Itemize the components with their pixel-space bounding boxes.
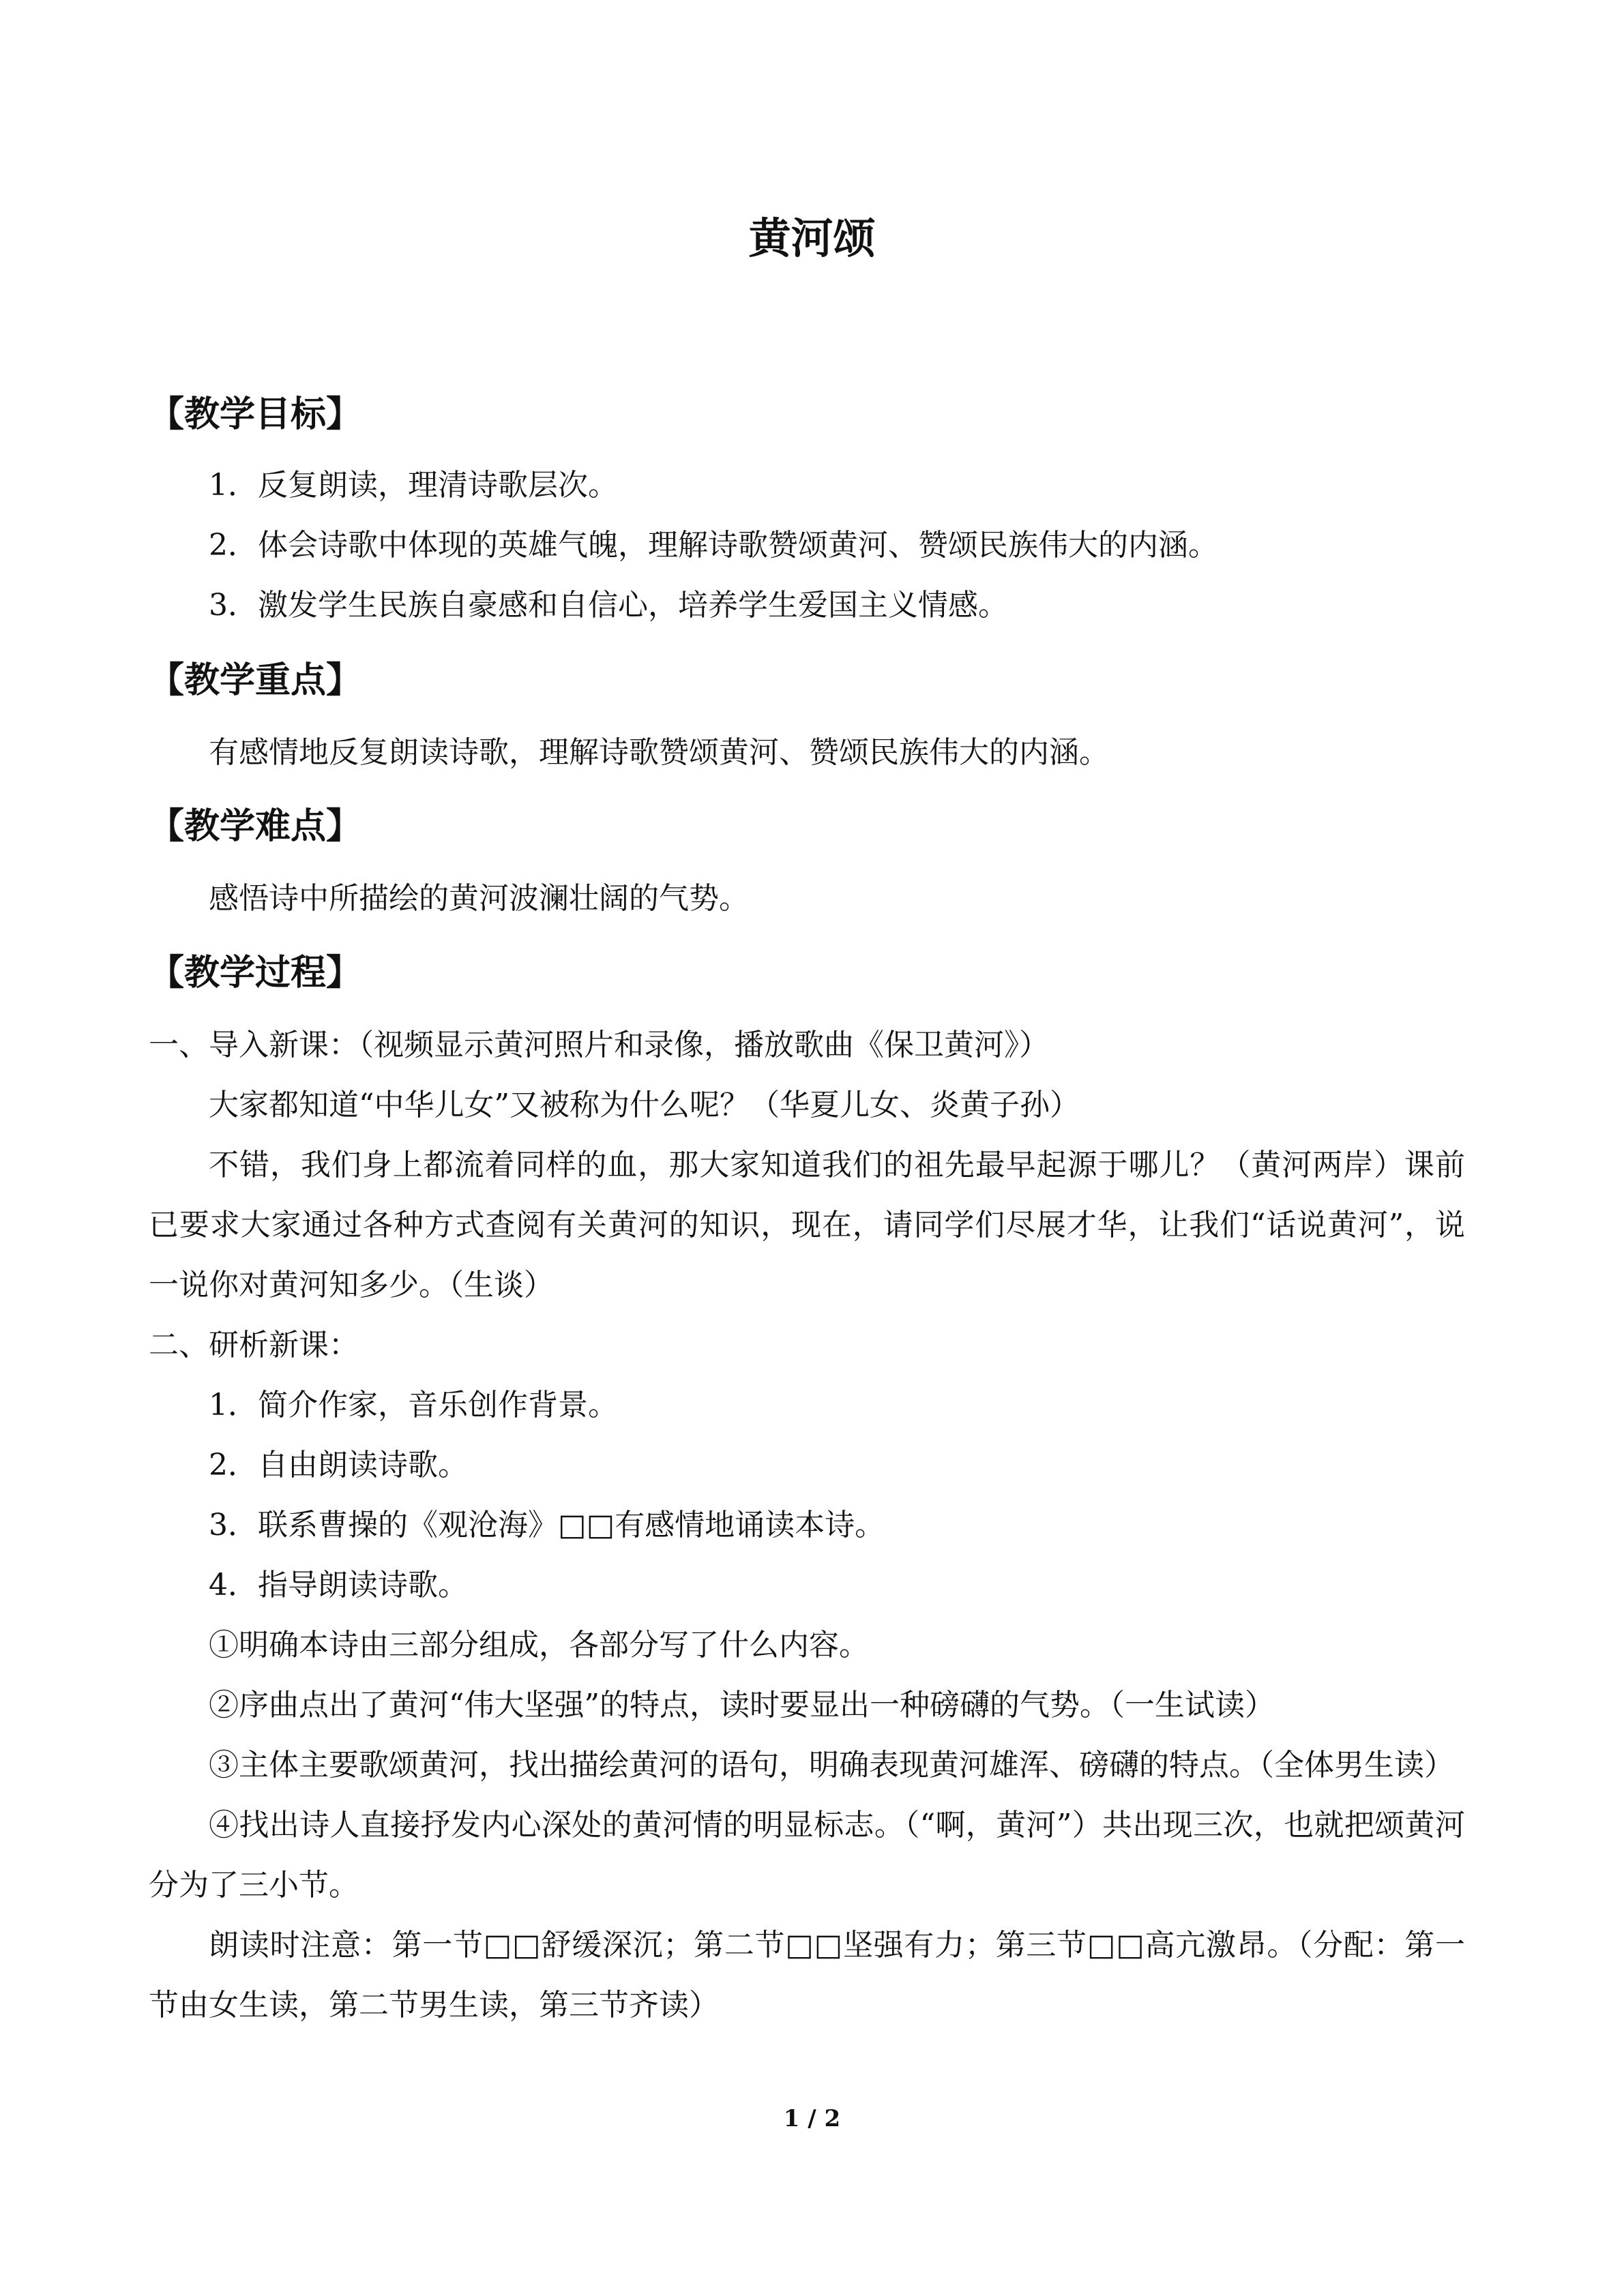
objective-item-3: 3．激发学生民族自豪感和自信心，培养学生爱国主义情感。 — [209, 588, 1008, 623]
difficulties-heading: 【教学难点】 — [149, 805, 362, 847]
section-2-step-2: 2．自由朗读诗歌。 — [209, 1448, 468, 1482]
key-points-section — [149, 653, 1465, 783]
page-number: 1 / 2 — [783, 2105, 841, 2132]
section-1-paragraph-1: 大家都知道“中华儿女”又被称为什么呢？（华夏儿女、炎黄子孙） — [209, 1088, 1080, 1122]
objectives-heading: 【教学目标】 — [149, 393, 362, 435]
key-points-text: 有感情地反复朗读诗歌，理解诗歌赞颂黄河、赞颂民族伟大的内涵。 — [209, 735, 1109, 770]
section-2-step-4: 4．指导朗读诗歌。 — [209, 1568, 468, 1602]
document-title: 黄河颂 — [748, 213, 876, 263]
difficulties-text: 感悟诗中所描绘的黄河波澜壮阔的气势。 — [209, 881, 749, 916]
section-2-step-1: 1．简介作家，音乐创作背景。 — [209, 1388, 618, 1422]
process-heading: 【教学过程】 — [149, 952, 362, 994]
section-2-sub-4: ④找出诗人直接抒发内心深处的黄河情的明显标志。（“啊，黄河”）共出现三次，也就把颂黄河分为了三小节。 — [149, 1808, 1465, 1903]
section-2-title: 二、研析新课： — [149, 1328, 359, 1362]
objective-item-2: 2．体会诗歌中体现的英雄气魄，理解诗歌赞颂黄河、赞颂民族伟大的内涵。 — [209, 528, 1218, 563]
key-points-heading: 【教学重点】 — [149, 659, 362, 701]
section-2-sub-1: ①明确本诗由三部分组成，各部分写了什么内容。 — [209, 1628, 869, 1663]
objective-item-1: 1．反复朗读，理清诗歌层次。 — [209, 468, 618, 503]
section-2-step-3: 3．联系曹操的《观沧海》□□有感情地诵读本诗。 — [209, 1508, 885, 1542]
section-2-sub-2: ②序曲点出了黄河“伟大坚强”的特点，读时要显出一种磅礴的气势。（一生试读） — [209, 1688, 1275, 1723]
section-1-paragraph-2: 不错，我们身上都流着同样的血，那大家知道我们的祖先最早起源于哪儿？（黄河两岸）课前已要求大家通过各种方式查阅有关黄河的知识，现在，请同学们尽展才华，让我们“话说黄河”，说一说你对黄河知多少。（生谈） — [149, 1148, 1465, 1302]
process-section — [149, 946, 1465, 2036]
section-2-sub-3: ③主体主要歌颂黄河，找出描绘黄河的语句，明确表现黄河雄浑、磅礴的特点。（全体男生读） — [209, 1748, 1454, 1783]
reading-note: 朗读时注意：第一节□□舒缓深沉；第二节□□坚强有力；第三节□□高亢激昂。（分配：第一节由女生读，第二节男生读，第三节齐读） — [149, 1928, 1465, 2023]
section-1-title: 一、导入新课：（视频显示黄河照片和录像，播放歌曲《保卫黄河》） — [149, 1028, 1049, 1062]
objectives-section — [149, 387, 1465, 636]
difficulties-section — [149, 799, 1465, 929]
